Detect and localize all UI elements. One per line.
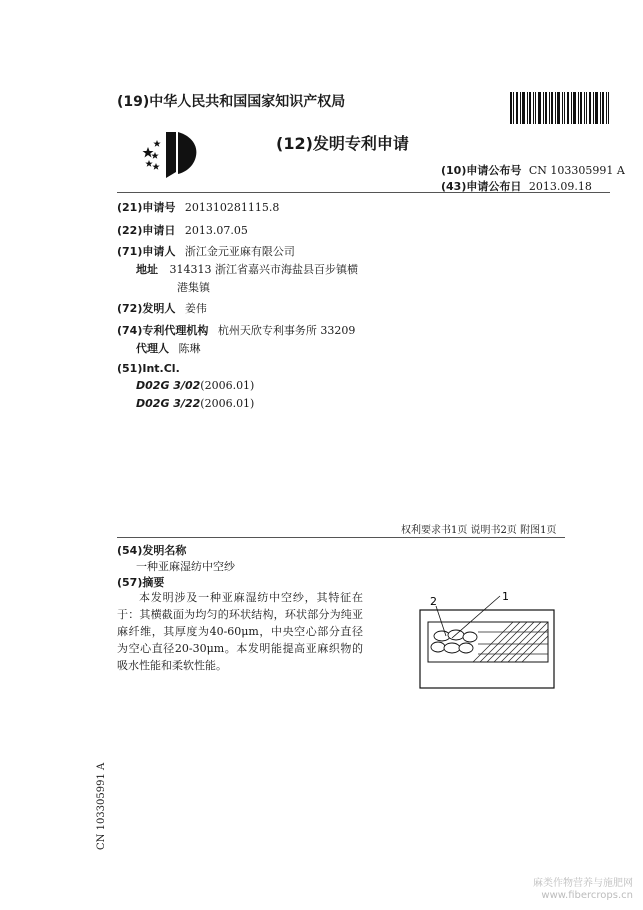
publication-date-label: (43)申请公布日 [441,180,522,193]
publication-number-label: (10)申请公布号 [441,164,522,177]
invention-title-value: 一种亚麻湿纺中空纱 [136,560,235,573]
application-date-value: 2013.07.05 [184,224,248,237]
application-date-row [117,222,248,238]
side-publication-id: CN 103305991 A [96,762,107,850]
applicant-label: (71)申请人 [117,245,176,258]
address-line-1: 314313 浙江省嘉兴市海盐县百步镇横 [169,263,358,276]
application-number-row [117,199,279,215]
invention-title-label-text: (54)发明名称 [117,544,187,557]
classification-2-year: (2006.01) [200,397,255,410]
application-number-label: (21)申请号 [117,201,176,214]
publication-number-row [441,162,625,178]
watermark-line-1: 麻类作物营养与施肥网 [533,878,633,889]
agent-label: 代理人 [136,342,169,355]
classification-2-code: D02G 3/22 [136,397,201,410]
agent-row [136,340,201,356]
yarn-outline [428,622,548,662]
classification-1-year: (2006.01) [200,379,255,392]
classification-2 [136,397,254,410]
publication-number-value: CN 103305991 A [528,164,625,177]
application-number-value: 201310281115.8 [184,201,280,214]
classification-1 [136,379,254,392]
figure-label-2: 2 [430,595,437,608]
classification-1-code: D02G 3/02 [136,379,201,392]
abstract-text: 本发明涉及一种亚麻湿纺中空纱，其特征在于：其横截面为均匀的环状结构，环状部分为纯亚麻纤维，其厚度为40-60μm，中央空心部分直径为空心直径20-30μm。本发明能提高亚麻织物的吸水性能和柔软性能。 [117,591,363,672]
agency-label: (74)专利代理机构 [117,324,209,337]
inventor-label: (72)发明人 [117,302,176,315]
authority-title: (19)中华人民共和国国家知识产权局 [117,94,346,110]
figure-label-1: 1 [502,592,509,603]
address-line-2: 港集镇 [177,281,210,294]
agency-value: 杭州天欣专利事务所 33209 [217,324,356,337]
barcode [510,92,609,124]
site-watermark [533,878,633,902]
applicant-value: 浙江金元亚麻有限公司 [184,245,295,258]
agent-value: 陈琳 [178,342,201,355]
address-row [136,261,358,277]
counts-divider [117,537,565,538]
agency-row [117,322,355,338]
abstract-label [117,574,164,590]
header-divider [117,192,610,193]
int-cl-label [117,362,180,375]
fiber-hatching [473,622,558,662]
watermark-line-2: www.fibercrops.cn [541,890,633,901]
inventor-row [117,300,207,316]
page-counts: 权利要求书1页 说明书2页 附图1页 [401,525,557,536]
inventor-value: 姜伟 [184,302,207,315]
address-label: 地址 [136,263,158,276]
invention-title-label [117,542,186,558]
fiber-bundle [431,630,477,653]
cnipa-logo [140,130,202,180]
int-cl-label-text: (51)Int.Cl. [117,362,180,375]
publication-date-value: 2013.09.18 [528,180,592,193]
abstract-label-text: (57)摘要 [117,576,165,589]
document-type: (12)发明专利申请 [276,134,409,153]
application-date-label: (22)申请日 [117,224,176,237]
cross-section-figure [418,592,558,692]
applicant-row [117,243,295,259]
